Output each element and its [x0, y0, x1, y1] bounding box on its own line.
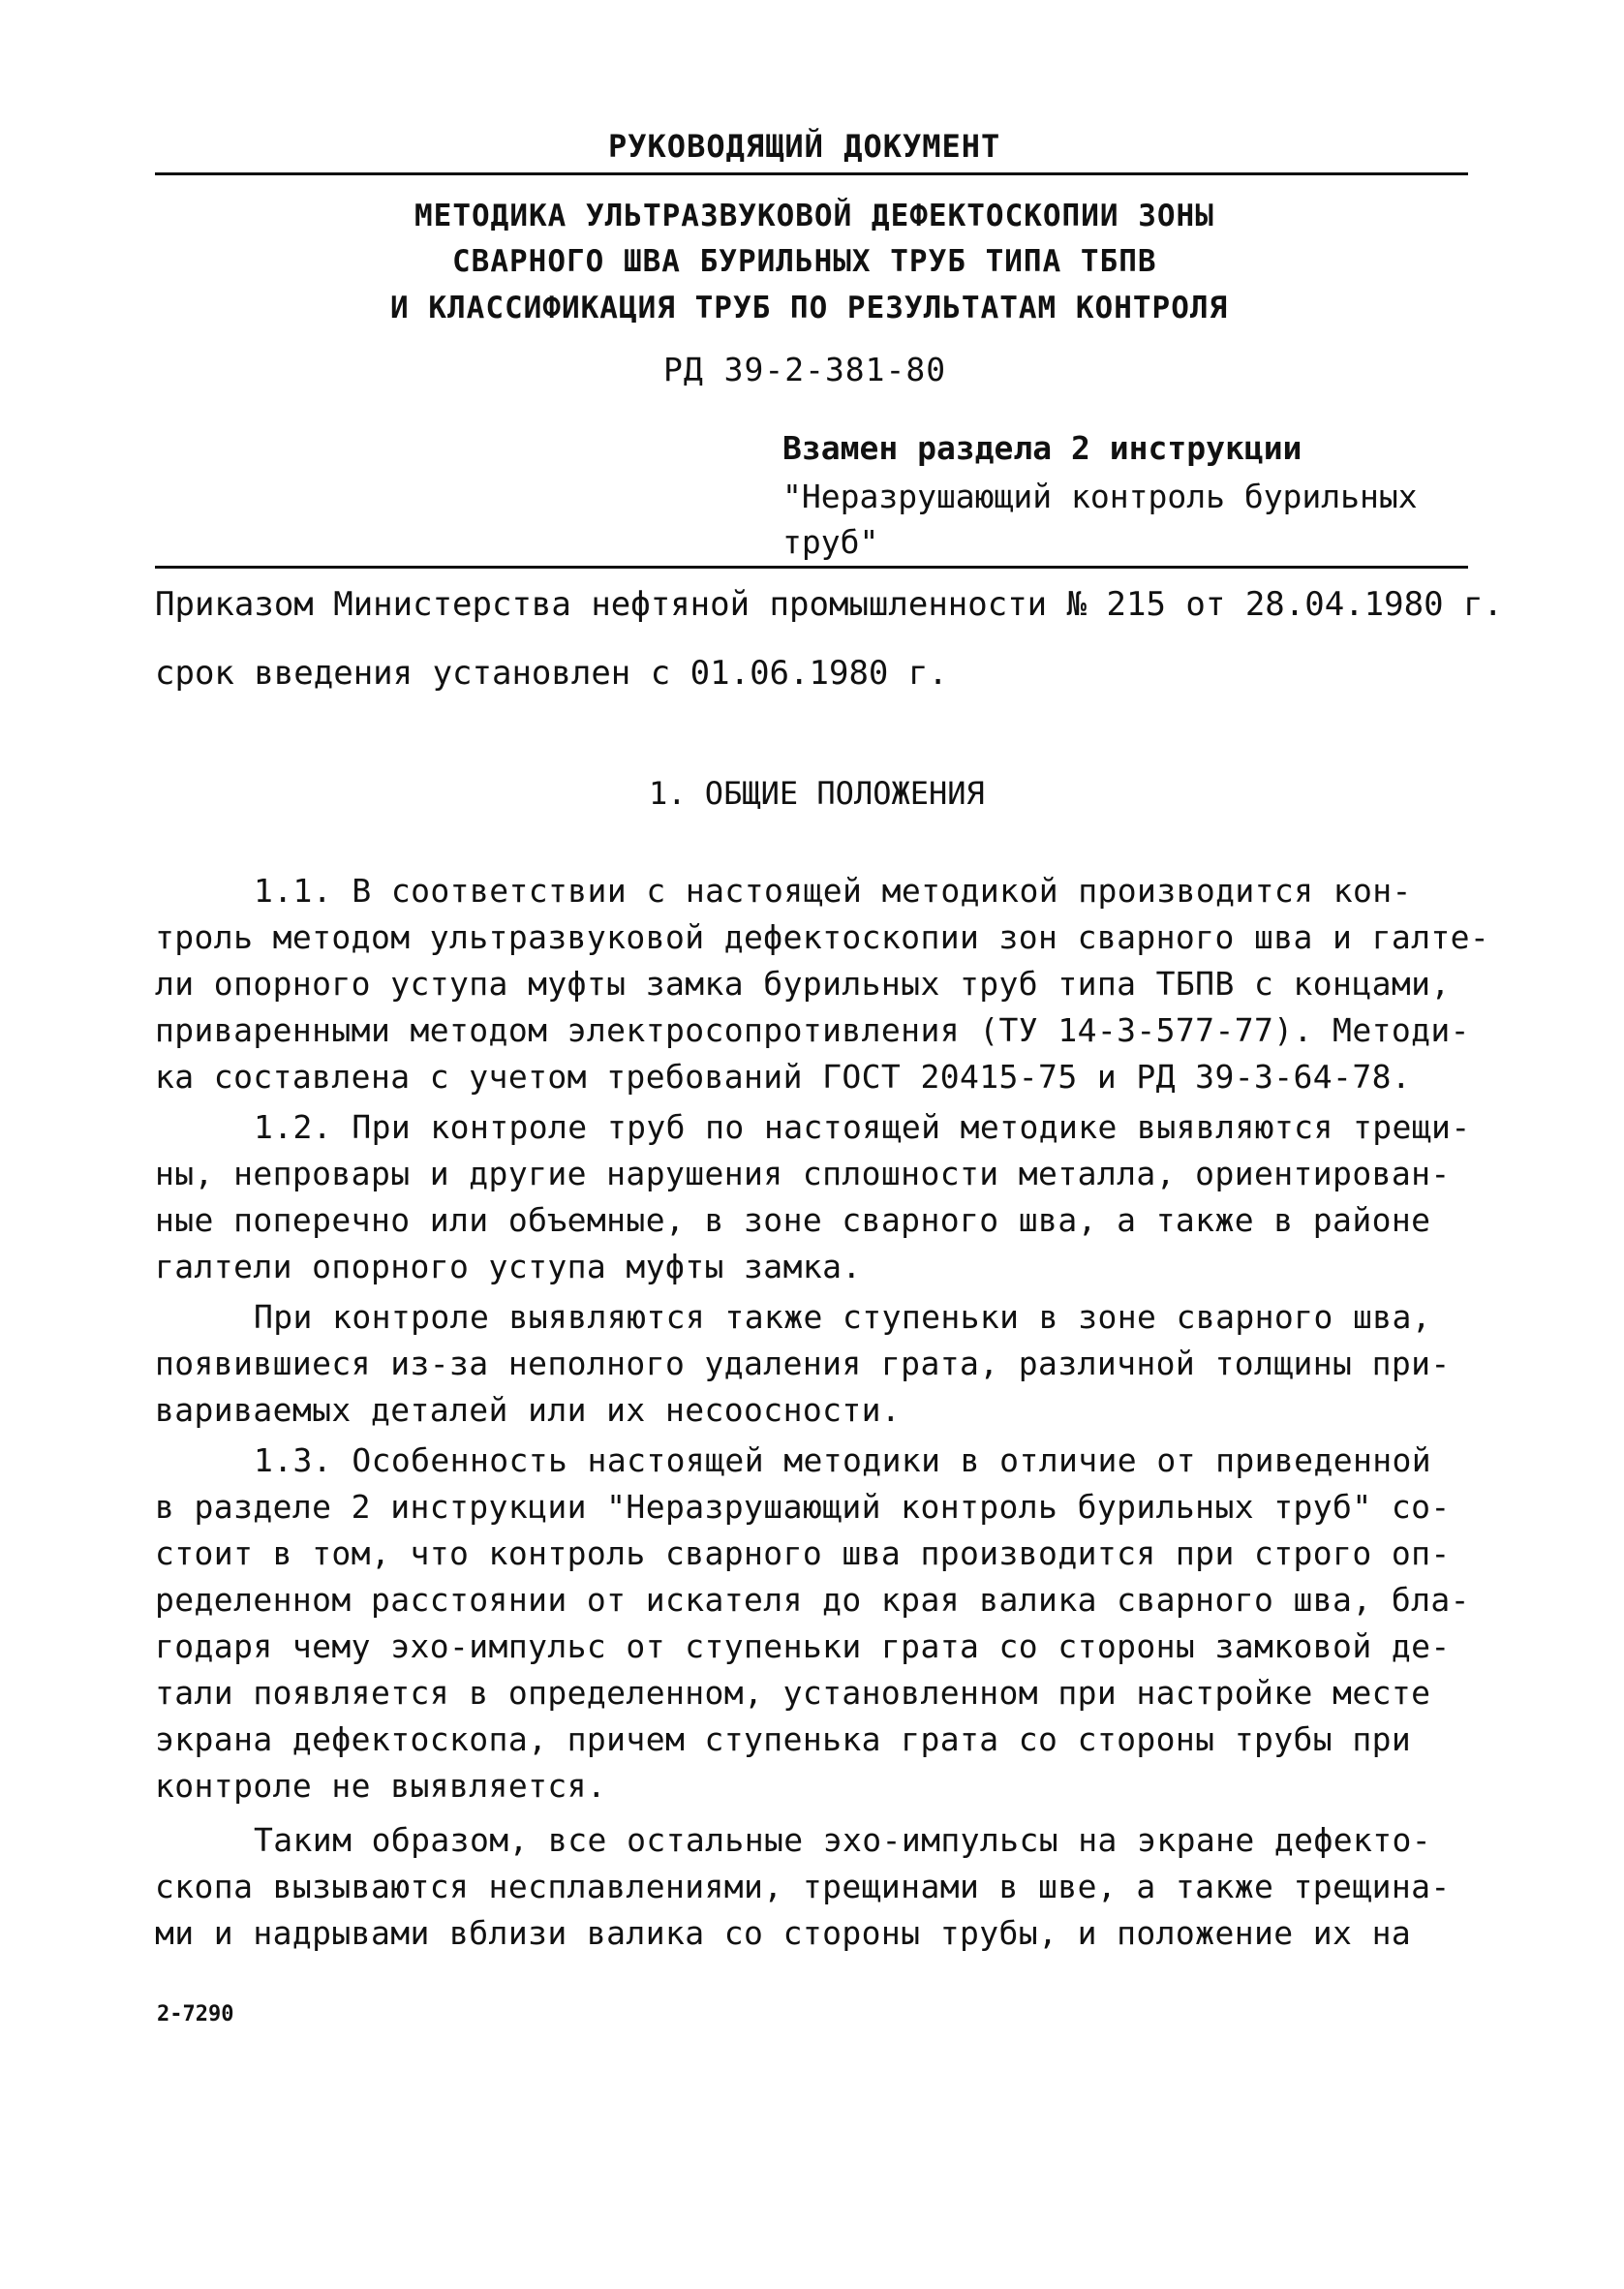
p1-3-line-8: контроле не выявляется.: [155, 1767, 607, 1805]
replacement-line-1: Взамен раздела 2 инструкции: [782, 429, 1302, 467]
doc-number: РД 39-2-381-80: [663, 351, 947, 388]
p-steps-line-3: вариваемых деталей или их несоосности.: [155, 1391, 902, 1429]
order-line-2: срок введения установлен с 01.06.1980 г.: [155, 654, 948, 693]
title-line-1: МЕТОДИКА УЛЬТРАЗВУКОВОЙ ДЕФЕКТОСКОПИИ ЗОНЫ: [414, 199, 1214, 233]
p-steps-line-1: При контроле выявляются также ступеньки в зоне сварного шва,: [254, 1298, 1432, 1336]
p1-2-line-2: ны, непровары и другие нарушения сплошности металла, ориентирован-: [155, 1155, 1451, 1192]
p1-3-line-6: тали появляется в определенном, установленном при настройке месте: [155, 1674, 1431, 1712]
p1-1-line-5: ка составлена с учетом требований ГОСТ 20415-75 и РД 39-3-64-78.: [155, 1058, 1412, 1096]
title-line-2: СВАРНОГО ШВА БУРИЛЬНЫХ ТРУБ ТИПА ТБПВ: [452, 244, 1157, 279]
p1-3-line-2: в разделе 2 инструкции "Неразрушающий контроль бурильных труб" со-: [155, 1488, 1451, 1526]
section-heading: 1. ОБЩИЕ ПОЛОЖЕНИЯ: [649, 775, 985, 812]
replacement-line-2: "Неразрушающий контроль бурильных: [782, 478, 1418, 515]
header-rule-bottom: [155, 566, 1468, 569]
p-thus-line-1: Таким образом, все остальные эхо-импульсы на экране дефекто-: [254, 1821, 1432, 1859]
doc-type-heading: РУКОВОДЯЩИЙ ДОКУМЕНТ: [608, 128, 1001, 165]
p1-3-line-3: стоит в том, что контроль сварного шва производится при строго оп-: [155, 1534, 1451, 1572]
order-line-1: Приказом Министерства нефтяной промышленности № 215 от 28.04.1980 г.: [155, 585, 1503, 624]
footer-code: 2-7290: [157, 2002, 234, 2026]
p1-3-line-1: 1.3. Особенность настоящей методики в отличие от приведенной: [254, 1441, 1432, 1479]
p1-3-line-7: экрана дефектоскопа, причем ступенька грата со стороны трубы при: [155, 1720, 1412, 1758]
p1-2-line-1: 1.2. При контроле труб по настоящей методике выявляются трещи-: [254, 1108, 1471, 1146]
p1-1-line-4: приваренными методом электросопротивления (ТУ 14-3-577-77). Методи-: [155, 1011, 1470, 1049]
replacement-line-3: труб": [782, 523, 879, 561]
p1-3-line-5: годаря чему эхо-импульс от ступеньки грата со стороны замковой де-: [155, 1627, 1451, 1665]
p-steps-line-2: появившиеся из-за неполного удаления грата, различной толщины при-: [155, 1345, 1451, 1382]
p1-3-line-4: ределенном расстоянии от искателя до края валика сварного шва, бла-: [155, 1581, 1470, 1619]
p-thus-line-3: ми и надрывами вблизи валика со стороны трубы, и положение их на: [155, 1914, 1412, 1952]
header-rule-top: [155, 172, 1468, 175]
p1-2-line-3: ные поперечно или объемные, в зоне сварного шва, а также в районе: [155, 1201, 1431, 1239]
p1-1-line-3: ли опорного уступа муфты замка бурильных труб типа ТБПВ с концами,: [155, 965, 1451, 1003]
p1-2-line-4: галтели опорного уступа муфты замка.: [155, 1248, 862, 1285]
p1-1-line-2: троль методом ультразвуковой дефектоскопии зон сварного шва и галте-: [155, 918, 1490, 956]
p-thus-line-2: скопа вызываются несплавлениями, трещинами в шве, а также трещина-: [155, 1868, 1451, 1905]
p1-1-line-1: 1.1. В соответствии с настоящей методикой производится кон-: [254, 872, 1412, 910]
title-line-3: И КЛАССИФИКАЦИЯ ТРУБ ПО РЕЗУЛЬТАТАМ КОНТРОЛЯ: [390, 291, 1229, 325]
